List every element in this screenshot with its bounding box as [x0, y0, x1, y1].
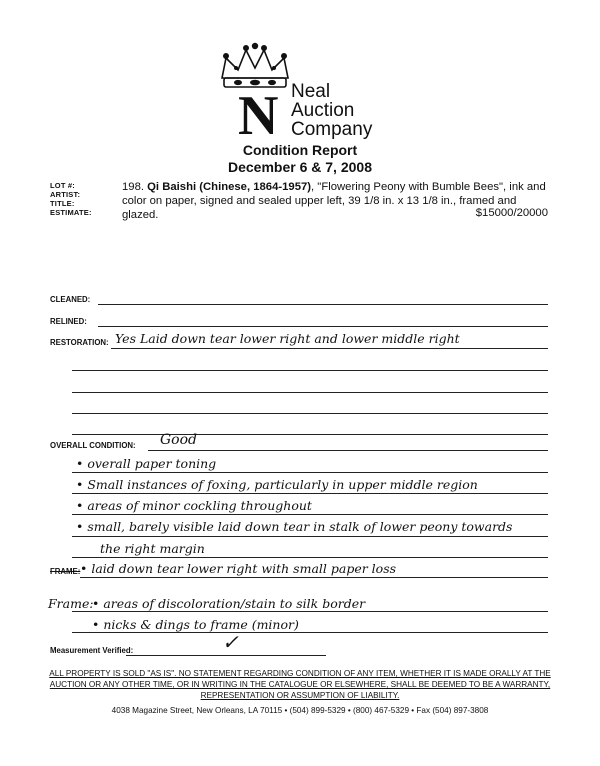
note-3: • areas of minor cockling throughout [76, 498, 312, 513]
frame-note-2: • nicks & dings to frame (minor) [92, 617, 299, 632]
note-2: • Small instances of foxing, particularly in upper middle region [76, 477, 478, 492]
blank-line-3 [72, 413, 548, 414]
checkmark-icon: ✓ [222, 630, 239, 654]
lot-artist: Qi Baishi (Chinese, 1864-1957) [147, 181, 312, 193]
frame-label: FRAME: [50, 567, 81, 576]
frame-note-1: • areas of discoloration/stain to silk border [92, 596, 366, 611]
blank-line-1 [72, 370, 548, 371]
note-1: • overall paper toning [76, 456, 217, 471]
measurement-line [126, 655, 326, 656]
company-address: 4038 Magazine Street, New Orleans, LA 70115 • (504) 899-5329 • (800) 467-5329 • Fax (504) 897-3808 [111, 706, 489, 715]
title-label: TITLE: [50, 199, 75, 208]
cleaned-label: CLEANED: [50, 295, 91, 304]
measurement-verified-label: Measurement Verified: [50, 646, 134, 655]
logo-word-auction: Auction [291, 100, 355, 121]
frame-line-3 [72, 632, 548, 633]
logo-word-company: Company [291, 119, 373, 140]
overall-handwriting: Good [160, 432, 198, 448]
note-line-3 [72, 514, 548, 515]
blank-line-2 [72, 392, 548, 393]
cleaned-line [98, 304, 548, 305]
blank-line-4 [72, 434, 548, 435]
estimate-label: ESTIMATE: [50, 208, 92, 217]
restoration-line [111, 348, 548, 349]
note-5: the right margin [100, 541, 205, 556]
lot-title-text: , "Flowering Peony with Bumble Bees", ink and color on paper, signed and sealed upper left, 39 1/8 in. x 13 1/8 in., framed and glazed. [122, 181, 546, 221]
note-line-5 [72, 557, 548, 558]
lot-estimate: $15000/20000 [475, 207, 548, 219]
logo-letter: N [238, 85, 279, 147]
report-date: December 6 & 7, 2008 [228, 159, 372, 175]
note-4: • small, barely visible laid down tear in stalk of lower peony towards [76, 519, 513, 534]
note-line-4 [72, 536, 548, 537]
restoration-handwriting: Yes Laid down tear lower right and lower middle right [115, 331, 460, 346]
frame-line-2 [72, 611, 548, 612]
disclaimer: ALL PROPERTY IS SOLD "AS IS". NO STATEMENT REGARDING CONDITION OF ANY ITEM, WHETHER IT IS MADE ORALLY AT THE AUCTION OR ANY OTHER TIME, OR IN WRITING IN THE CATALOGUE OR ELSEWHERE, SHALL BE DEEMED TO BE A WARRANTY, REPRESENTATION OR ASSUMPTION OF LIABILITY. [49, 669, 551, 700]
lot-label: LOT #: [50, 181, 75, 190]
logo-word-neal: Neal [291, 81, 331, 102]
frame-handwritten-label: Frame: [48, 596, 94, 611]
relined-line [98, 326, 548, 327]
restoration-label: RESTORATION: [50, 338, 109, 347]
report-title: Condition Report [242, 142, 358, 158]
frame-line [80, 577, 548, 578]
lot-number: 198. [122, 181, 144, 193]
artist-label: ARTIST: [50, 190, 81, 199]
note-line-2 [72, 493, 548, 494]
note-line-1 [72, 472, 548, 473]
overall-condition-label: OVERALL CONDITION: [50, 441, 136, 450]
overall-line [148, 450, 548, 451]
relined-label: RELINED: [50, 317, 87, 326]
note-6: • laid down tear lower right with small paper loss [80, 561, 397, 576]
